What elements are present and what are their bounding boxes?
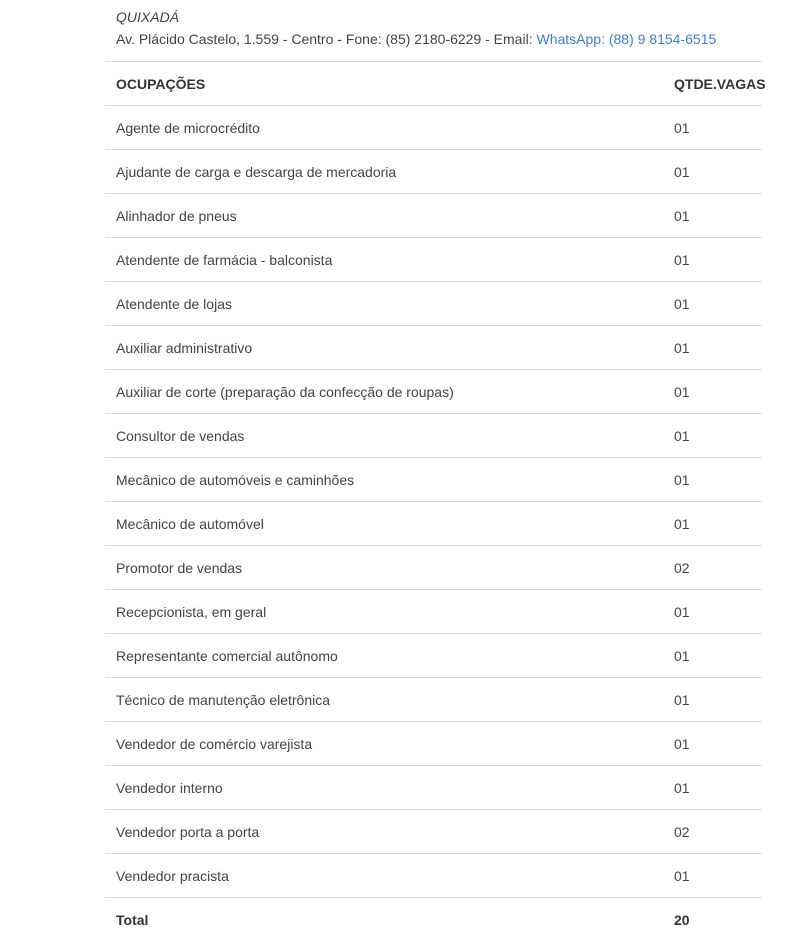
table-row [105,502,762,546]
total-label: Total [105,898,663,942]
vacancies-cell: 01 [663,458,762,502]
table-row [105,194,762,238]
vacancies-cell: 01 [663,854,762,898]
occupation-cell: Vendedor interno [105,766,663,810]
occupation-cell: Mecânico de automóveis e caminhões [105,458,663,502]
occupation-cell: Representante comercial autônomo [105,634,663,678]
occupation-cell: Atendente de lojas [105,282,663,326]
occupation-cell: Promotor de vendas [105,546,663,590]
vacancies-cell: 02 [663,810,762,854]
vacancies-column-header: QTDE.VAGAS [663,62,762,106]
vacancies-cell: 01 [663,678,762,722]
occupation-cell: Auxiliar de corte (preparação da confecção de roupas) [105,370,663,414]
vacancies-cell: 01 [663,370,762,414]
occupation-cell: Consultor de vendas [105,414,663,458]
table-row [105,326,762,370]
vacancies-cell: 01 [663,414,762,458]
occupation-cell: Vendedor de comércio varejista [105,722,663,766]
vacancies-cell: 01 [663,722,762,766]
occupation-column-header: OCUPAÇÕES [105,62,663,106]
occupation-cell: Recepcionista, em geral [105,590,663,634]
table-row [105,150,762,194]
occupation-cell: Atendente de farmácia - balconista [105,238,663,282]
table-body [105,106,762,898]
occupation-cell: Ajudante de carga e descarga de mercadoria [105,150,663,194]
occupation-cell: Mecânico de automóvel [105,502,663,546]
vacancies-cell: 01 [663,106,762,150]
table-row [105,106,762,150]
table-row [105,634,762,678]
occupation-cell: Técnico de manutenção eletrônica [105,678,663,722]
table-row [105,238,762,282]
address-line [116,31,716,47]
city-name: QUIXADÁ [116,9,180,25]
occupation-cell: Vendedor pracista [105,854,663,898]
address-text: Av. Plácido Castelo, 1.559 - Centro - Fone: (85) 2180-6229 - Email: [116,31,537,47]
total-value: 20 [663,898,762,942]
table-row [105,590,762,634]
table-row [105,678,762,722]
vacancies-cell: 01 [663,502,762,546]
occupation-cell: Auxiliar administrativo [105,326,663,370]
table-row [105,722,762,766]
occupation-cell: Vendedor porta a porta [105,810,663,854]
table-header-row [105,62,762,106]
vacancies-cell: 01 [663,150,762,194]
table-row [105,854,762,898]
total-row [105,898,762,942]
table-row [105,546,762,590]
table-row [105,458,762,502]
table-row [105,766,762,810]
occupation-cell: Agente de microcrédito [105,106,663,150]
table-row [105,282,762,326]
whatsapp-link[interactable]: WhatsApp: (88) 9 8154-6515 [536,31,717,47]
vacancies-cell: 01 [663,282,762,326]
vacancies-cell: 02 [663,546,762,590]
table-row [105,810,762,854]
table-row [105,370,762,414]
table-row [105,414,762,458]
vacancies-cell: 01 [663,634,762,678]
occupation-cell: Alinhador de pneus [105,194,663,238]
vacancies-cell: 01 [663,766,762,810]
vacancies-cell: 01 [663,326,762,370]
vacancies-cell: 01 [663,590,762,634]
vacancies-cell: 01 [663,194,762,238]
vacancies-table [105,61,766,942]
vacancies-cell: 01 [663,238,762,282]
